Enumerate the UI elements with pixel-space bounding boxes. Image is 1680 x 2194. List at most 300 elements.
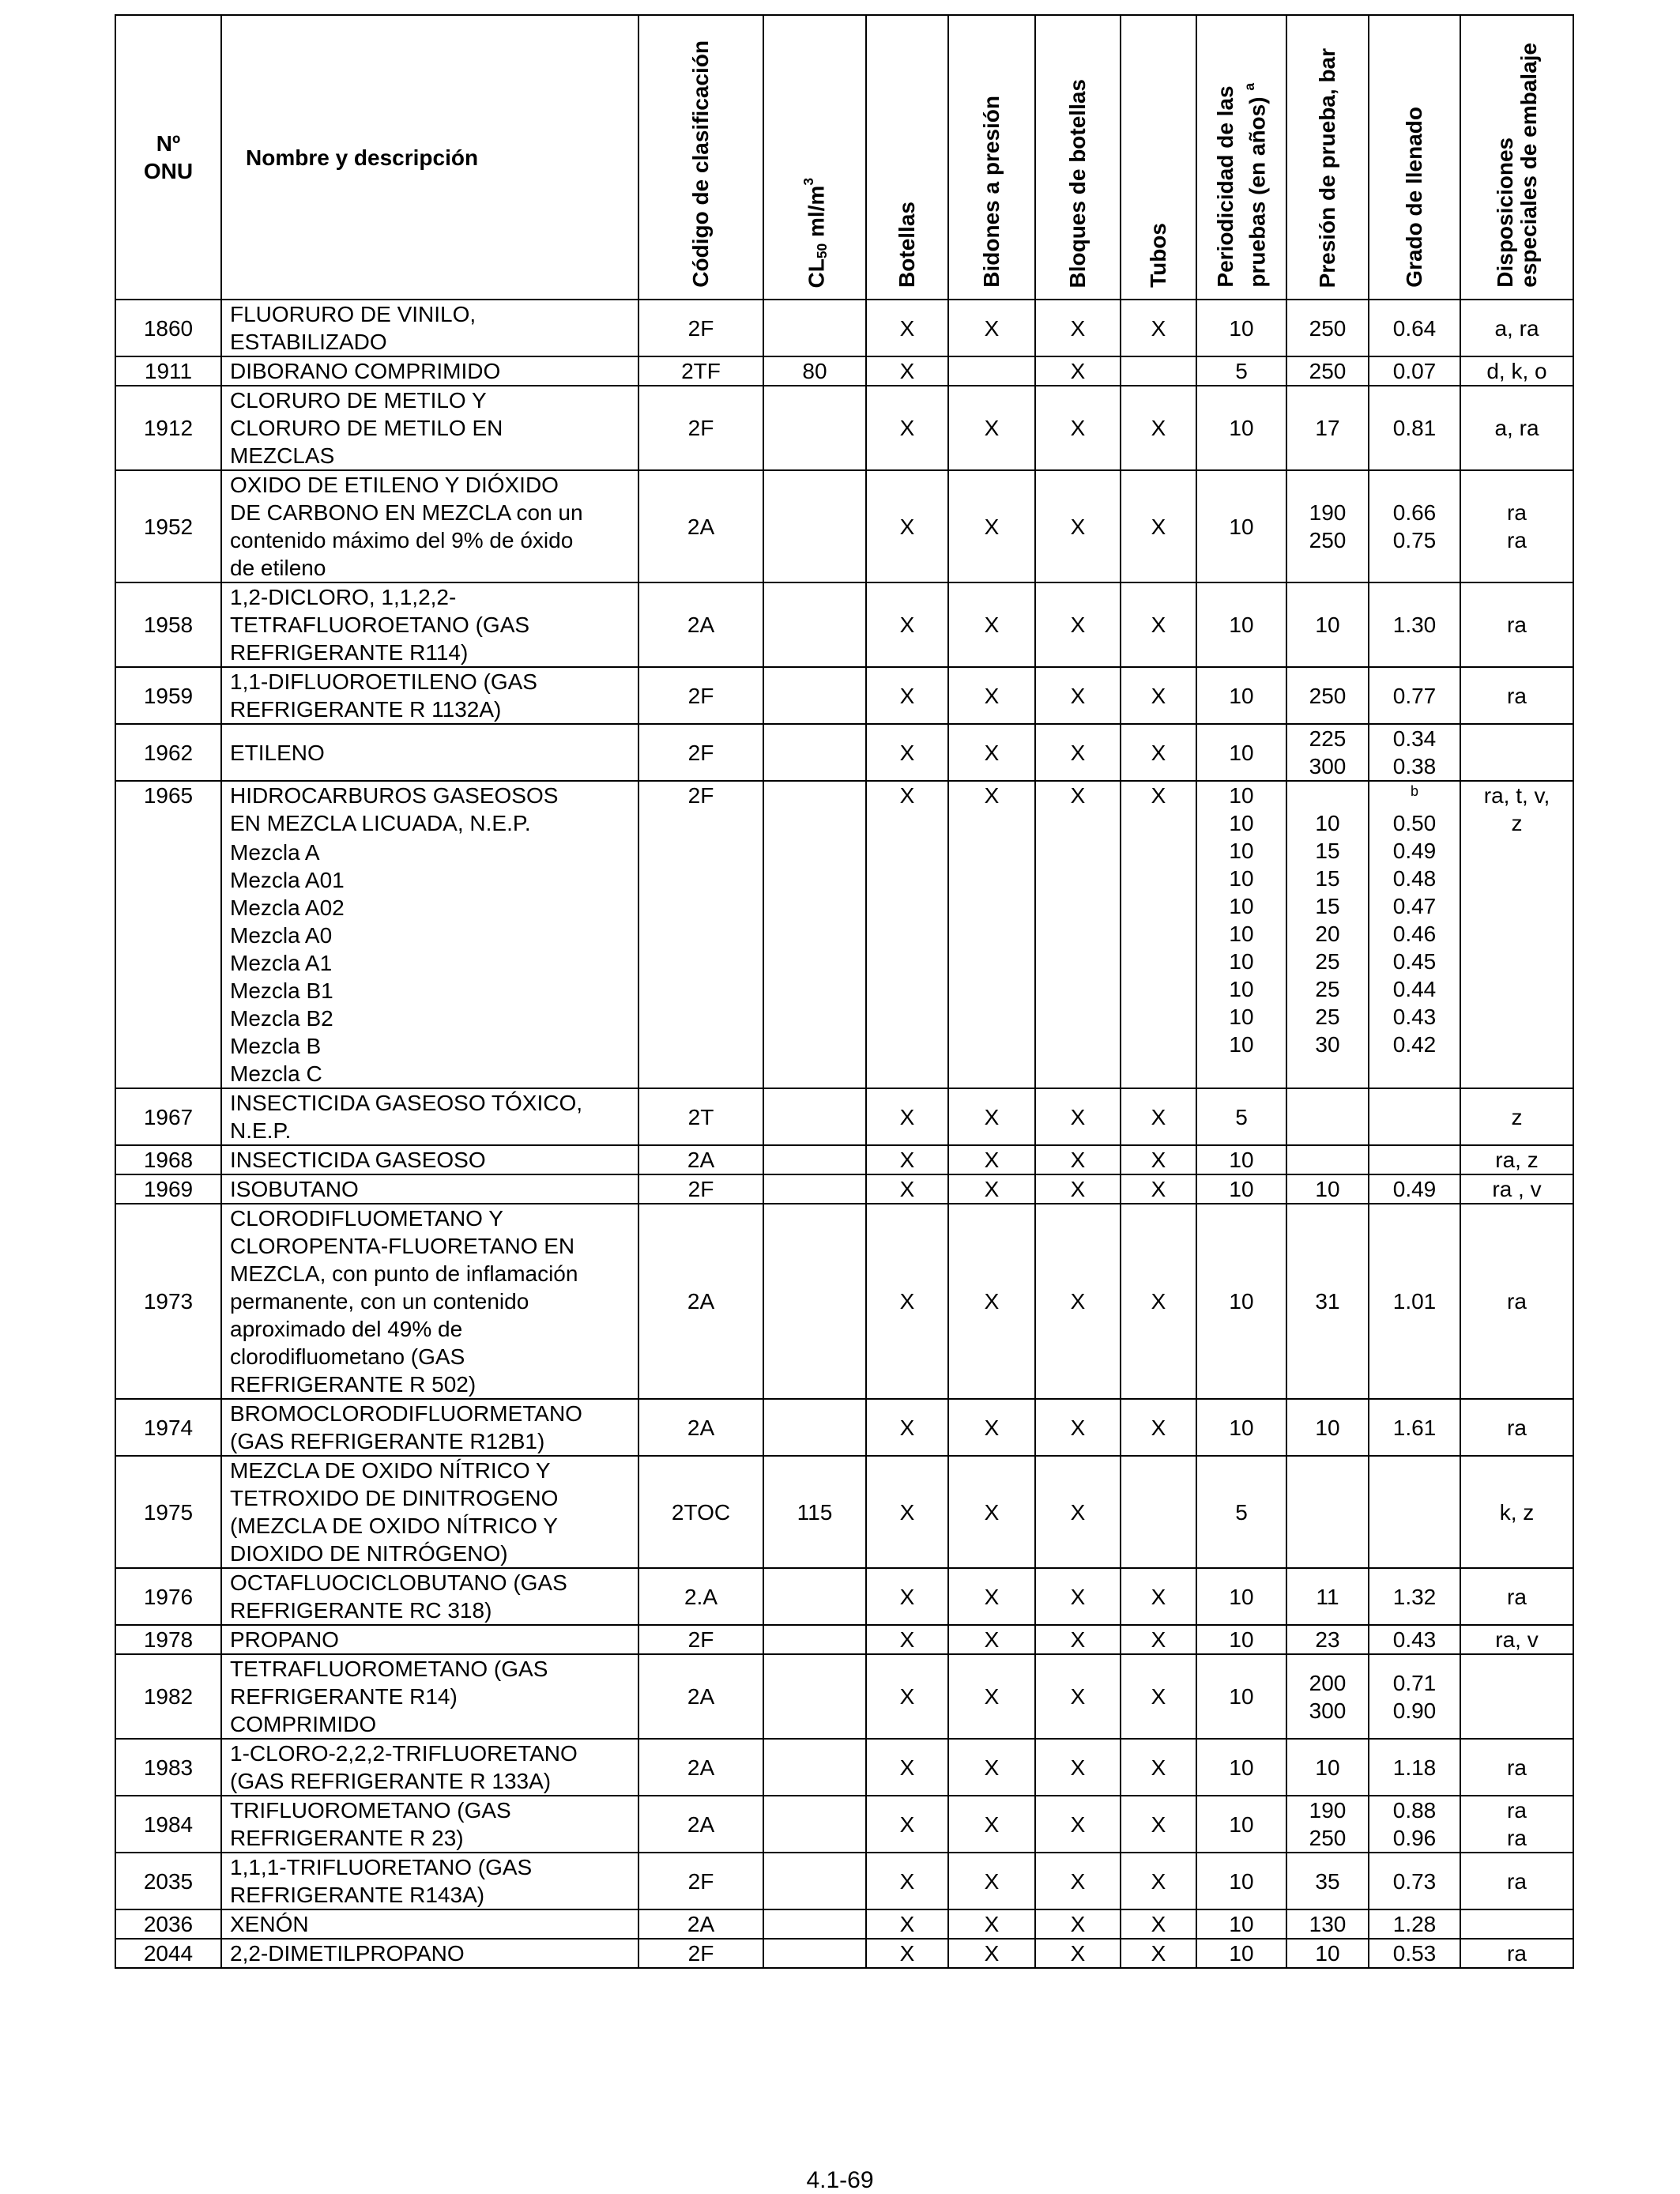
cell-bottles: X <box>866 470 948 582</box>
cell-bundles: X <box>1035 470 1121 582</box>
cell-filling: 1.28 <box>1369 1909 1460 1939</box>
cell-filling: 0.49 <box>1369 1174 1460 1204</box>
cell-tubes <box>1121 1456 1196 1568</box>
header-tubes: Tubos <box>1121 15 1196 300</box>
cell-bundles: X <box>1035 582 1121 667</box>
cell-special: a, ra <box>1460 386 1573 470</box>
cell-period: 10 <box>1196 386 1286 470</box>
cell-special <box>1460 1654 1573 1739</box>
cell-code: 2F <box>638 1625 763 1654</box>
cell-code: 2F <box>638 300 763 356</box>
cell-bundles: X <box>1035 1088 1121 1145</box>
cell-bottles: X <box>866 1174 948 1204</box>
table-row <box>115 1625 1573 1654</box>
cell-name: ETILENO <box>221 724 638 781</box>
cell-drums: X <box>948 1739 1035 1796</box>
cell-un: 1959 <box>115 667 221 724</box>
cell-name: MEZCLA DE OXIDO NÍTRICO Y TETROXIDO DE DINITROGENO (MEZCLA DE OXIDO NÍTRICO Y DIOXIDO DE NITRÓGENO) <box>221 1456 638 1568</box>
cell-pressure: 31 <box>1286 1204 1369 1399</box>
cell-pressure: 225 300 <box>1286 724 1369 781</box>
cell-un: 1969 <box>115 1174 221 1204</box>
cell-bundles: X <box>1035 1174 1121 1204</box>
cell-filling <box>1369 1145 1460 1174</box>
cell-cl50 <box>763 724 866 781</box>
table-row <box>115 386 1573 470</box>
cell-drums: X <box>948 1568 1035 1625</box>
cell-name: FLUORURO DE VINILO, ESTABILIZADO <box>221 300 638 356</box>
header-period: Periodicidad de las pruebas (en años) $^a$ <box>1196 15 1286 300</box>
cell-un: 1975 <box>115 1456 221 1568</box>
cell-special: ra <box>1460 1939 1573 1968</box>
cell-name: CLORODIFLUOMETANO Y CLOROPENTA-FLUORETANO EN MEZCLA, con punto de inflamación permanente, con un contenido aproximado del 49% de clorodifluometano (GAS REFRIGERANTE R 502) <box>221 1204 638 1399</box>
cell-filling: 0.64 <box>1369 300 1460 356</box>
table-row <box>115 470 1573 582</box>
table-row <box>115 356 1573 386</box>
cell-cl50 <box>763 781 866 1088</box>
cell-tubes: X <box>1121 470 1196 582</box>
cell-pressure: 190 250 <box>1286 1796 1369 1853</box>
table-row <box>115 781 1573 1088</box>
cell-special: ra <box>1460 1204 1573 1399</box>
cell-pressure: 130 <box>1286 1909 1369 1939</box>
header-cl50: $CL_{50}$ $ml/m^3$ <box>763 15 866 300</box>
cell-drums: X <box>948 724 1035 781</box>
cell-tubes: X <box>1121 1909 1196 1939</box>
cell-cl50 <box>763 300 866 356</box>
cell-name: TETRAFLUOROMETANO (GAS REFRIGERANTE R14) COMPRIMIDO <box>221 1654 638 1739</box>
cell-bundles: X <box>1035 356 1121 386</box>
cell-period: 10 <box>1196 1796 1286 1853</box>
cell-pressure <box>1286 1145 1369 1174</box>
cell-bundles: X <box>1035 781 1121 1088</box>
cell-special: ra ra <box>1460 1796 1573 1853</box>
cell-period: 10 <box>1196 1568 1286 1625</box>
cell-tubes: X <box>1121 667 1196 724</box>
cell-tubes: X <box>1121 1654 1196 1739</box>
cell-pressure: 10 <box>1286 1174 1369 1204</box>
header-bundles: Bloques de botellas <box>1035 15 1121 300</box>
cell-drums: X <box>948 300 1035 356</box>
cell-cl50 <box>763 1739 866 1796</box>
cell-bottles: X <box>866 1853 948 1909</box>
cell-un: 1978 <box>115 1625 221 1654</box>
cell-drums: X <box>948 1088 1035 1145</box>
cell-special: ra, t, v, z <box>1460 781 1573 1088</box>
cell-pressure: 190 250 <box>1286 470 1369 582</box>
cell-bundles: X <box>1035 1853 1121 1909</box>
table-row <box>115 1909 1573 1939</box>
cell-tubes: X <box>1121 1174 1196 1204</box>
cell-tubes <box>1121 356 1196 386</box>
cell-pressure <box>1286 781 1369 1088</box>
cell-bottles: X <box>866 724 948 781</box>
cell-bundles: X <box>1035 667 1121 724</box>
cell-bundles: X <box>1035 1796 1121 1853</box>
cell-tubes: X <box>1121 1568 1196 1625</box>
cell-period: 10 <box>1196 1145 1286 1174</box>
cell-period: 10 <box>1196 724 1286 781</box>
cell-period: 10 <box>1196 1174 1286 1204</box>
cell-bundles: X <box>1035 1739 1121 1796</box>
cell-drums: X <box>948 1174 1035 1204</box>
header-pressure: Presión de prueba, bar <box>1286 15 1369 300</box>
cell-un: 1967 <box>115 1088 221 1145</box>
cell-drums: X <box>948 1853 1035 1909</box>
cell-bottles: X <box>866 1568 948 1625</box>
cell-drums: X <box>948 470 1035 582</box>
cell-drums: X <box>948 1625 1035 1654</box>
cell-name: TRIFLUOROMETANO (GAS REFRIGERANTE R 23) <box>221 1796 638 1853</box>
table-row <box>115 667 1573 724</box>
cell-special: ra <box>1460 582 1573 667</box>
cell-cl50 <box>763 1796 866 1853</box>
cell-special: ra <box>1460 1568 1573 1625</box>
cell-code: 2T <box>638 1088 763 1145</box>
cell-code: 2TF <box>638 356 763 386</box>
cell-bottles: X <box>866 356 948 386</box>
table-header-row <box>115 15 1573 300</box>
cell-bundles: X <box>1035 1654 1121 1739</box>
cell-bundles: X <box>1035 1204 1121 1399</box>
cell-cl50 <box>763 1909 866 1939</box>
cell-name: OCTAFLUOCICLOBUTANO (GAS REFRIGERANTE RC 318) <box>221 1568 638 1625</box>
cell-pressure: 10 <box>1286 1739 1369 1796</box>
cell-filling: 0.53 <box>1369 1939 1460 1968</box>
cell-bottles: X <box>866 1939 948 1968</box>
cell-cl50 <box>763 386 866 470</box>
cell-code: 2F <box>638 781 763 1088</box>
cell-filling <box>1369 1088 1460 1145</box>
cell-bundles: X <box>1035 1568 1121 1625</box>
page-number: 4.1-69 <box>806 2167 874 2193</box>
cell-bottles: X <box>866 781 948 1088</box>
cell-name: DIBORANO COMPRIMIDO <box>221 356 638 386</box>
cell-period: 10 <box>1196 1204 1286 1399</box>
table-row <box>115 1145 1573 1174</box>
cell-pressure: 250 <box>1286 356 1369 386</box>
cell-pressure <box>1286 1088 1369 1145</box>
cell-name: BROMOCLORODIFLUORMETANO (GAS REFRIGERANTE R12B1) <box>221 1399 638 1456</box>
cell-un: 1974 <box>115 1399 221 1456</box>
table-row <box>115 1568 1573 1625</box>
cell-period: 5 <box>1196 1456 1286 1568</box>
cell-bundles: X <box>1035 386 1121 470</box>
cell-filling: 0.34 0.38 <box>1369 724 1460 781</box>
cell-tubes: X <box>1121 1739 1196 1796</box>
cell-name: XENÓN <box>221 1909 638 1939</box>
header-filling: Grado de llenado <box>1369 15 1460 300</box>
cell-bottles: X <box>866 1145 948 1174</box>
cell-name: 1-CLORO-2,2,2-TRIFLUORETANO (GAS REFRIGERANTE R 133A) <box>221 1739 638 1796</box>
cell-drums: X <box>948 1145 1035 1174</box>
cell-un: 1976 <box>115 1568 221 1625</box>
cell-bottles: X <box>866 1456 948 1568</box>
cell-tubes: X <box>1121 582 1196 667</box>
cell-code: 2TOC <box>638 1456 763 1568</box>
cell-filling: 0.73 <box>1369 1853 1460 1909</box>
cell-special: d, k, o <box>1460 356 1573 386</box>
cell-drums: X <box>948 1939 1035 1968</box>
cell-bundles: X <box>1035 300 1121 356</box>
cell-un: 2036 <box>115 1909 221 1939</box>
cell-name: 1,1,1-TRIFLUORETANO (GAS REFRIGERANTE R143A) <box>221 1853 638 1909</box>
cell-un: 1912 <box>115 386 221 470</box>
cell-pressure: 250 <box>1286 300 1369 356</box>
cell-code: 2A <box>638 470 763 582</box>
header-special: Disposiciones especiales de embalaje <box>1460 15 1573 300</box>
cell-bottles: X <box>866 386 948 470</box>
cell-bottles: X <box>866 1796 948 1853</box>
cell-drums: X <box>948 1796 1035 1853</box>
cell-name: PROPANO <box>221 1625 638 1654</box>
table-row <box>115 1174 1573 1204</box>
cell-name: CLORURO DE METILO Y CLORURO DE METILO EN MEZCLAS <box>221 386 638 470</box>
cell-code: 2F <box>638 667 763 724</box>
cell-filling: 1.30 <box>1369 582 1460 667</box>
cell-pressure: 200 300 <box>1286 1654 1369 1739</box>
cell-code: 2A <box>638 1739 763 1796</box>
cell-cl50 <box>763 582 866 667</box>
cell-period: 10 <box>1196 582 1286 667</box>
cell-period: 10 <box>1196 1399 1286 1456</box>
cell-drums: X <box>948 1654 1035 1739</box>
cell-bottles: X <box>866 1739 948 1796</box>
cell-special: a, ra <box>1460 300 1573 356</box>
table-row <box>115 582 1573 667</box>
cell-drums: X <box>948 1456 1035 1568</box>
cell-filling: 1.32 <box>1369 1568 1460 1625</box>
cell-un: 1962 <box>115 724 221 781</box>
cell-pressure: 35 <box>1286 1853 1369 1909</box>
cell-code: 2A <box>638 582 763 667</box>
table-row <box>115 1739 1573 1796</box>
gas-packing-table <box>115 14 1574 1969</box>
cell-name: HIDROCARBUROS GASEOSOS EN MEZCLA LICUADA, N.E.P. Mezcla A Mezcla A01 Mezcla A02 Mezcla A0 Mezcla A1 Mezcla B1 Mezcla B2 Mezcla B Mezcla C <box>221 781 638 1088</box>
cell-period: 10 <box>1196 1853 1286 1909</box>
cell-cl50 <box>763 1174 866 1204</box>
cell-pressure: 17 <box>1286 386 1369 470</box>
cell-bottles: X <box>866 1909 948 1939</box>
cell-name: 1,2-DICLORO, 1,1,2,2- TETRAFLUOROETANO (GAS REFRIGERANTE R114) <box>221 582 638 667</box>
cell-bottles: X <box>866 1625 948 1654</box>
cell-name: INSECTICIDA GASEOSO <box>221 1145 638 1174</box>
cell-special: ra <box>1460 1399 1573 1456</box>
cell-un: 1860 <box>115 300 221 356</box>
cell-cl50 <box>763 470 866 582</box>
cell-tubes: X <box>1121 1625 1196 1654</box>
cell-code: 2A <box>638 1399 763 1456</box>
cell-cl50 <box>763 1853 866 1909</box>
cell-filling: 1.18 <box>1369 1739 1460 1796</box>
cell-cl50 <box>763 1625 866 1654</box>
cell-filling: 0.07 <box>1369 356 1460 386</box>
header-code: Código de clasificación <box>638 15 763 300</box>
cell-period: 10 10 10 10 10 10 10 10 10 10 <box>1196 781 1286 1088</box>
cell-special: ra <box>1460 1853 1573 1909</box>
cell-filling: 0.71 0.90 <box>1369 1654 1460 1739</box>
cell-drums: X <box>948 1909 1035 1939</box>
cell-filling: 1.61 <box>1369 1399 1460 1456</box>
table-row <box>115 1088 1573 1145</box>
cell-special: z <box>1460 1088 1573 1145</box>
cell-pressure: 23 <box>1286 1625 1369 1654</box>
table-row <box>115 1853 1573 1909</box>
cell-special <box>1460 724 1573 781</box>
table-row <box>115 724 1573 781</box>
cell-code: 2A <box>638 1204 763 1399</box>
table-row <box>115 1939 1573 1968</box>
table-row <box>115 1399 1573 1456</box>
cell-un: 1958 <box>115 582 221 667</box>
cell-un: 2035 <box>115 1853 221 1909</box>
cell-filling: b 0.50 0.49 0.48 0.47 0.46 0.45 0.44 0.43 0.42 <box>1369 781 1460 1088</box>
cell-special: ra , v <box>1460 1174 1573 1204</box>
header-drums: Bidones a presión <box>948 15 1035 300</box>
cell-cl50 <box>763 1399 866 1456</box>
cell-bundles: X <box>1035 1625 1121 1654</box>
cell-filling: 0.66 0.75 <box>1369 470 1460 582</box>
cell-bundles: X <box>1035 1909 1121 1939</box>
table-body <box>115 300 1573 1968</box>
cell-filling: 0.77 <box>1369 667 1460 724</box>
table-row <box>115 1796 1573 1853</box>
cell-tubes: X <box>1121 781 1196 1088</box>
cell-period: 10 <box>1196 300 1286 356</box>
cell-period: 10 <box>1196 1909 1286 1939</box>
cell-pressure: 10 <box>1286 1399 1369 1456</box>
cell-period: 10 <box>1196 1654 1286 1739</box>
cell-un: 1968 <box>115 1145 221 1174</box>
cell-tubes: X <box>1121 300 1196 356</box>
cell-tubes: X <box>1121 724 1196 781</box>
header-name: Nombre y descripción <box>221 15 638 300</box>
cell-pressure: 11 <box>1286 1568 1369 1625</box>
mixture-list: 10 15 15 15 20 25 25 25 30 <box>1315 811 1340 1057</box>
cell-code: 2F <box>638 386 763 470</box>
cell-name: INSECTICIDA GASEOSO TÓXICO, N.E.P. <box>221 1088 638 1145</box>
cell-code: 2F <box>638 724 763 781</box>
cell-un: 2044 <box>115 1939 221 1968</box>
cell-period: 10 <box>1196 1939 1286 1968</box>
cell-bottles: X <box>866 1654 948 1739</box>
cell-tubes: X <box>1121 1853 1196 1909</box>
cell-bottles: X <box>866 300 948 356</box>
cell-bottles: X <box>866 1399 948 1456</box>
cell-drums: X <box>948 1399 1035 1456</box>
cell-name: 2,2-DIMETILPROPANO <box>221 1939 638 1968</box>
cell-cl50 <box>763 1145 866 1174</box>
cell-bundles: X <box>1035 724 1121 781</box>
cell-drums: X <box>948 386 1035 470</box>
cell-bottles: X <box>866 582 948 667</box>
table-row <box>115 1654 1573 1739</box>
header-onu: Nº ONU <box>115 15 221 300</box>
cell-drums: X <box>948 667 1035 724</box>
cell-bottles: X <box>866 667 948 724</box>
cell-filling: 0.81 <box>1369 386 1460 470</box>
cell-cl50 <box>763 1088 866 1145</box>
cell-bottles: X <box>866 1088 948 1145</box>
cell-pressure: 250 <box>1286 667 1369 724</box>
cell-period: 10 <box>1196 667 1286 724</box>
cell-un: 1983 <box>115 1739 221 1796</box>
cell-special: ra <box>1460 1739 1573 1796</box>
table-row <box>115 1456 1573 1568</box>
cell-code: 2F <box>638 1174 763 1204</box>
table-row <box>115 1204 1573 1399</box>
cell-code: 2F <box>638 1853 763 1909</box>
cell-code: 2F <box>638 1939 763 1968</box>
cell-period: 10 <box>1196 1739 1286 1796</box>
mixture-list: Mezcla A Mezcla A01 Mezcla A02 Mezcla A0 Mezcla A1 Mezcla B1 Mezcla B2 Mezcla B Mezcla C <box>230 840 345 1086</box>
cell-filling: 0.43 <box>1369 1625 1460 1654</box>
cell-bundles: X <box>1035 1939 1121 1968</box>
cell-code: 2A <box>638 1654 763 1739</box>
cell-un: 1952 <box>115 470 221 582</box>
cell-drums: X <box>948 1204 1035 1399</box>
cell-special: ra, v <box>1460 1625 1573 1654</box>
cell-cl50 <box>763 1939 866 1968</box>
cell-name: ISOBUTANO <box>221 1174 638 1204</box>
cell-cl50 <box>763 667 866 724</box>
cell-bundles: X <box>1035 1399 1121 1456</box>
cell-cl50 <box>763 1568 866 1625</box>
cell-code: 2.A <box>638 1568 763 1625</box>
cell-pressure: 10 <box>1286 1939 1369 1968</box>
mixture-list: 10 10 10 10 10 10 10 10 10 <box>1229 811 1254 1057</box>
cell-un: 1984 <box>115 1796 221 1853</box>
table-row <box>115 300 1573 356</box>
cell-tubes: X <box>1121 1088 1196 1145</box>
cell-un: 1965 <box>115 781 221 1088</box>
cell-period: 10 <box>1196 1625 1286 1654</box>
cell-filling: 1.01 <box>1369 1204 1460 1399</box>
cell-name: 1,1-DIFLUOROETILENO (GAS REFRIGERANTE R 1132A) <box>221 667 638 724</box>
cell-un: 1973 <box>115 1204 221 1399</box>
cell-bundles: X <box>1035 1456 1121 1568</box>
cell-period: 5 <box>1196 356 1286 386</box>
cell-special: ra ra <box>1460 470 1573 582</box>
cell-cl50: 80 <box>763 356 866 386</box>
cell-code: 2A <box>638 1145 763 1174</box>
cell-special: ra <box>1460 667 1573 724</box>
cell-special: ra, z <box>1460 1145 1573 1174</box>
cell-tubes: X <box>1121 1796 1196 1853</box>
cell-cl50 <box>763 1654 866 1739</box>
cell-cl50 <box>763 1204 866 1399</box>
cell-pressure <box>1286 1456 1369 1568</box>
cell-un: 1911 <box>115 356 221 386</box>
cell-tubes: X <box>1121 1399 1196 1456</box>
cell-tubes: X <box>1121 1939 1196 1968</box>
mixture-list: 0.50 0.49 0.48 0.47 0.46 0.45 0.44 0.43 0.42 <box>1392 811 1437 1057</box>
cell-filling: 0.88 0.96 <box>1369 1796 1460 1853</box>
cell-un: 1982 <box>115 1654 221 1739</box>
cell-tubes: X <box>1121 386 1196 470</box>
cell-bundles: X <box>1035 1145 1121 1174</box>
cell-pressure: 10 <box>1286 582 1369 667</box>
cell-period: 10 <box>1196 470 1286 582</box>
cell-drums: X <box>948 582 1035 667</box>
cell-code: 2A <box>638 1909 763 1939</box>
cell-drums <box>948 356 1035 386</box>
cell-special: k, z <box>1460 1456 1573 1568</box>
cell-code: 2A <box>638 1796 763 1853</box>
cell-tubes: X <box>1121 1145 1196 1174</box>
cell-filling <box>1369 1456 1460 1568</box>
cell-tubes: X <box>1121 1204 1196 1399</box>
cell-drums: X <box>948 781 1035 1088</box>
